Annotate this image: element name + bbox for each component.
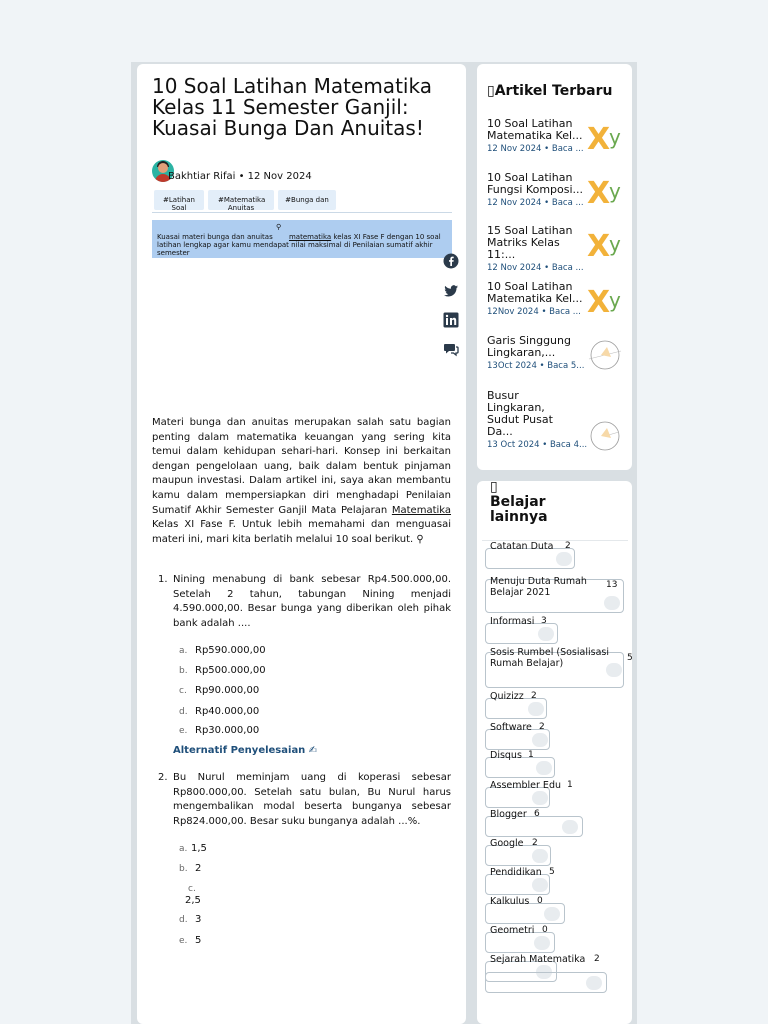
category-sosis-rumbel[interactable]: Sosis Rumbel (Sosialisasi Rumah Belajar) 5 <box>485 652 624 688</box>
svg-text:X: X <box>587 122 611 156</box>
article-title: 10 Soal Latihan Matematika Kelas 11 Semester Ganjil: Kuasai Bunga Dan Anuitas! <box>152 74 432 140</box>
xy-icon <box>587 227 623 263</box>
category-kalkulus[interactable]: Kalkulus 0 <box>485 903 565 924</box>
option-2b: b. 2 <box>179 863 202 874</box>
category-blogger[interactable]: Blogger 6 <box>485 816 583 837</box>
category-catatan-duta[interactable]: Catatan Duta 2 <box>485 548 575 569</box>
circle-diagram <box>587 418 623 454</box>
option-2d: d. 3 <box>179 914 202 925</box>
option-2a: a. 1,5 <box>179 843 207 854</box>
latest-articles-title: ▯Artikel Terbaru <box>487 83 613 99</box>
latest-article-item[interactable]: Garis Singgung Lingkaran,... 13Oct 2024 • Baca 5... <box>487 335 627 371</box>
excerpt-link[interactable]: matematika <box>288 233 332 241</box>
option-2c: c. 2,5 <box>185 884 201 906</box>
tag-latihan-soal[interactable]: #Latihan Soal <box>154 190 204 210</box>
question-1 <box>158 573 451 631</box>
post-date: 12 Nov 2024 <box>247 171 312 182</box>
latest-article-item[interactable]: Busur Lingkaran, Sudut Pusat Da... 13 Oct 2024 • Baca 4... <box>487 390 627 450</box>
svg-text:y: y <box>609 288 621 312</box>
tag-matematika-anuitas[interactable]: #Matematika Anuitas <box>208 190 274 210</box>
category-geometri[interactable]: Geometri 0 <box>485 932 555 953</box>
xy-icon <box>587 283 623 319</box>
option-1d: d. Rp40.000,00 <box>179 706 260 717</box>
tag-list <box>152 190 452 213</box>
category-quizizz[interactable]: Quizizz 2 <box>485 698 547 719</box>
category-disqus[interactable]: Disqus 1 <box>485 757 555 778</box>
latest-article-item[interactable]: 15 Soal Latihan Matriks Kelas 11:... 12 Nov 2024 • Baca ... X y <box>487 225 627 273</box>
article-intro <box>152 416 451 547</box>
svg-text:y: y <box>609 179 621 203</box>
latest-article-item[interactable]: 10 Soal Latihan Matematika Kel... 12 Nov 2024 • Baca ... X y <box>487 118 627 154</box>
facebook-icon[interactable] <box>443 253 459 269</box>
book-icon: ▯ <box>490 479 498 495</box>
svg-text:X: X <box>587 176 611 210</box>
author-row <box>152 160 452 184</box>
search-icon: ⚲ <box>276 223 282 231</box>
intro-text: Materi bunga dan anuitas merupakan salah satu bagian penting dalam matematika keuangan yang sering kita temui dalam kehidupan sehari-hari. Konsep ini berkaitan dengan pengelolaan uang, baik dalam bentuk pinjaman maupun investasi. Dalam artikel ini, saya akan membantu kamu dalam mempersiapkan diri menghadapi Penilaian Sumatif Akhir Semester Ganjil Mata Pelajaran <box>152 417 451 516</box>
intro-text-2: Kelas XI Fase F. Untuk lebih memahami dan menguasai materi ini, mari kita berlatih melalui 10 soal berikut. <box>152 519 451 545</box>
circle-diagram <box>587 337 623 373</box>
category-extra[interactable] <box>485 972 607 993</box>
article-excerpt <box>152 220 452 258</box>
question-text: Bu Nurul meminjam uang di koperasi sebesar Rp800.000,00. Setelah satu bulan, Bu Nurul harus mengembalikan modal beserta bunganya sebesar Rp824.000,00. Besar suku bunganya adalah ...%. <box>173 772 451 827</box>
author-meta <box>168 171 312 182</box>
more-learning-title: ▯ Belajar lainnya <box>490 480 570 525</box>
question-2 <box>158 771 451 829</box>
category-pendidikan[interactable]: Pendidikan 5 <box>485 874 550 895</box>
svg-text:X: X <box>587 229 611 263</box>
category-google[interactable]: Google 2 <box>485 845 551 866</box>
twitter-icon[interactable] <box>443 283 459 299</box>
xy-icon <box>587 174 623 210</box>
option-1b: b. Rp500.000,00 <box>179 665 266 676</box>
linkedin-icon[interactable] <box>443 312 459 328</box>
category-menuju-duta[interactable]: Menuju Duta Rumah Belajar 2021 13 <box>485 579 624 613</box>
option-1a: a. Rp590.000,00 <box>179 645 266 656</box>
excerpt-text-2: kelas XI Fase F dengan 10 soal latihan lengkap agar kamu mendapat nilai maksimal di Penilaian sumatif akhir semester <box>157 233 441 257</box>
newspaper-icon: ▯ <box>487 83 495 99</box>
tag-bunga-dan[interactable]: #Bunga dan <box>278 190 336 210</box>
search-icon: ⚲ <box>416 533 424 545</box>
latest-article-item[interactable]: 10 Soal Latihan Matematika Kel... 12Nov 2024 • Baca ... X y <box>487 281 627 317</box>
question-number: 2. <box>158 772 168 783</box>
category-assembler-edu[interactable]: Assembler Edu 1 <box>485 787 550 808</box>
excerpt-text: Kuasai materi bunga dan anuitas <box>157 233 273 241</box>
option-2e: e. 5 <box>179 935 202 946</box>
solution-toggle[interactable]: Alternatif Penyelesaian ✍ <box>173 745 318 756</box>
question-number: 1. <box>158 574 168 585</box>
intro-link[interactable]: Matematika <box>391 504 452 516</box>
svg-text:y: y <box>609 125 621 149</box>
question-text: Nining menabung di bank sebesar Rp4.500.000,00. Setelah 2 tahun, tabungan Nining menjadi 4.590.000,00. Besar bunga yang diberikan oleh pihak bank adalah .... <box>173 574 451 629</box>
author-name[interactable]: Bakhtiar Rifai <box>168 171 236 182</box>
latest-article-item[interactable]: 10 Soal Latihan Fungsi Komposi... 12 Nov 2024 • Baca ... X y <box>487 172 627 208</box>
option-1e: e. Rp30.000,00 <box>179 725 260 736</box>
comments-icon[interactable] <box>443 341 459 357</box>
meta-separator: • <box>238 171 248 182</box>
svg-text:y: y <box>609 232 621 256</box>
category-informasi[interactable]: Informasi 3 <box>485 623 558 644</box>
svg-text:X: X <box>587 285 611 319</box>
option-1c: c. Rp90.000,00 <box>179 685 260 696</box>
xy-icon <box>587 120 623 156</box>
category-sejarah-matematika[interactable]: Sejarah Matematika 2 <box>485 961 557 982</box>
category-software[interactable]: Software 2 <box>485 729 550 750</box>
